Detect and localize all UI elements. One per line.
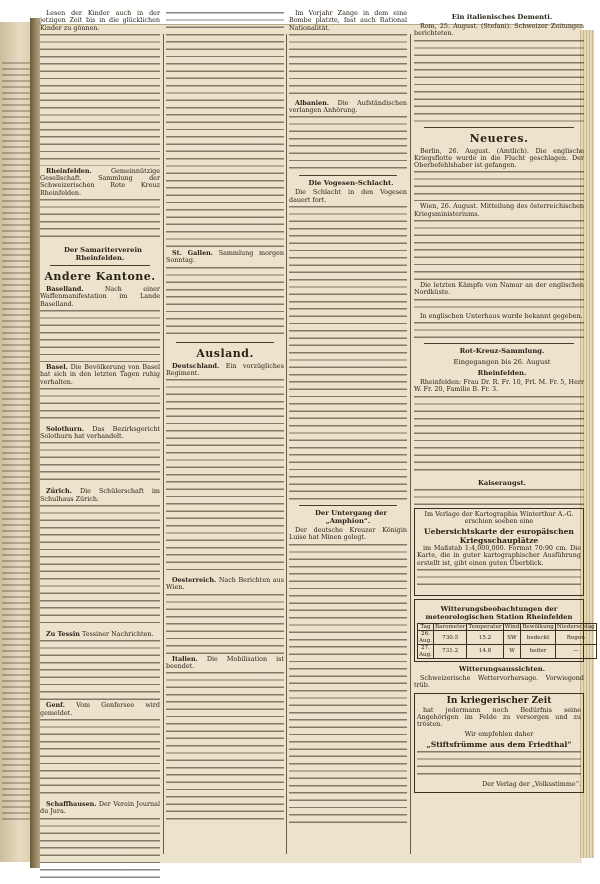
ad2-sub: Wir empfehlen daher: [464, 729, 534, 738]
weather-col: Wind: [504, 624, 520, 631]
col4-news: Wien, 26. August. Mitteilung des österreichischen Kriegsministeriums.: [414, 202, 584, 218]
col1-item: Genf. Vom Genfersee wird gemeldet.: [40, 701, 160, 717]
sammlung-place: Rheinfelden.: [477, 368, 527, 377]
ad2-footer: Der Verlag der „Volksstimme“.: [482, 779, 581, 788]
weather-col: Tag: [418, 624, 434, 631]
ad-map: [414, 508, 584, 596]
col2-item: Deutschland. Ein vorzügliches Regiment.: [166, 361, 284, 377]
col1-section: Rheinfelden. Gemeinnützige Gesellschaft. Sammlung der Schweizerischen Rote Kreuz Rheinfelden.: [40, 166, 160, 197]
col1-top-text: Lesen der Kinder auch in der jetzigen Zeit bis in die glücklichen Kinder zu gönnen.: [40, 9, 160, 32]
col4-big-heading: Neueres.: [469, 131, 529, 145]
col1-item: Zürich. Die Schülerschaft im Schulhaus Zürich.: [40, 487, 160, 503]
col1-item: Basel. Die Bevölkerung von Basel hat sich in den letzten Tagen ruhig verhalten.: [40, 362, 160, 386]
col2-item: St. Gallen. Sammlung morgen Sonntag.: [166, 249, 284, 265]
weather-forecast-text: Schweizerische Wettervorhersage. Vorwiegend trüb.: [414, 674, 584, 690]
column-2: [166, 10, 284, 838]
col4-top-text: Rom, 25. August. (Stefani). Schweizer Zeitungen berichteten.: [414, 22, 584, 38]
sammlung-sub: Eingegangen bis 26. August: [453, 357, 551, 366]
col2-big-heading: Ausland.: [196, 346, 254, 360]
col3-section-heading: Der Untergang der „Amphion“.: [315, 509, 387, 526]
book-gutter: [30, 18, 40, 868]
column-1: [40, 10, 160, 838]
ad2-highlight: „Stiftsfrümme aus dem Friedthal“: [426, 739, 572, 749]
weather-col: Bewölkung: [522, 624, 554, 631]
col3-section-text: Die Schlacht in den Vogesen dauert fort.: [289, 188, 407, 204]
sammlung-heading: Rot-Kreuz-Sammlung.: [459, 346, 545, 355]
weather-box: [414, 599, 595, 662]
weather-table: [417, 623, 597, 659]
column-rule: [286, 34, 287, 854]
col3-section: Albanien. Die Aufständischen verlangen Anhörung.: [289, 98, 407, 115]
ad-map-text: im Maßstab 1:4,000,000. Format 70:90 cm. Die Karte, die in guter kartographischer Ausführung erstellt ist, gibt einen guten Überblick.: [417, 544, 581, 567]
column-3: [289, 10, 407, 838]
col1-item: Schaffhausen. Der Verein Journal du Jura.: [40, 799, 160, 816]
ad2-text: hat jedermann noch Bedürfnis seine Angehörigen im Felde zu versorgen und zu trösten.: [417, 705, 581, 729]
col4-top-heading: Ein italienisches Dementi.: [451, 13, 553, 21]
ad2-title: In kriegerischer Zeit: [446, 695, 552, 706]
col4-news: Die letzten Kämpfe von Namur an der englischen Nordküste.: [414, 281, 584, 297]
column-rule: [410, 34, 411, 854]
column-4: [414, 10, 595, 838]
weather-col: Barometer: [435, 624, 466, 631]
weather-forecast-heading: Witterungsaussichten.: [458, 665, 546, 674]
col4-news: In englischen Unterhaus wurde bekannt gegeben.: [420, 311, 583, 320]
col1-item: Baselland. Nach einer Waffenmanifestation im Lande Baselland.: [40, 285, 160, 308]
ad-map-intro: Im Verlage der Kartographia Winterthur A.-G. erschien soeben eine: [424, 509, 574, 525]
col3-section-heading: Die Vogesen-Schlacht.: [308, 179, 394, 188]
weather-col: Temperatur: [468, 624, 502, 631]
weather-heading: Witterungsbeobachtungen der meteorologischen Station Rheinfelden: [425, 605, 573, 622]
ad-stiftsfrumme: [414, 693, 584, 793]
col1-item: Zu Tessin Tessiner Nachrichten.: [46, 630, 154, 639]
table-row: 27. Aug. 731.2 14.8 W heiter —: [418, 645, 597, 659]
col4-news: Berlin, 26. August. (Amtlich). Die englische Kriegsflotte wurde in die Flucht geschlagen. Der Oberbefehlshaber ist gefangen.: [414, 146, 584, 170]
col3-section-text: Der deutsche Kreuzer Königin Luise hat Minen gelegt.: [289, 526, 407, 542]
ad-map-title: Uebersichtskarte der europäischen Kriegsschauplätze: [424, 527, 574, 546]
col2-item: Oesterreich. Nach Berichten aus Wien.: [166, 576, 284, 592]
col2-item: Italien. Die Mobilisation ist beendet.: [166, 654, 284, 671]
col1-big-heading: Andere Kantone.: [44, 270, 156, 284]
weather-col: Niederschlag: [556, 624, 595, 631]
col1-item: Solothurn. Das Bezirksgericht Solothurn hat verhandelt.: [40, 424, 160, 441]
col1-section-heading: Der Samariterverein Rheinfelden.: [64, 246, 142, 263]
kaiseraugst-heading: Kaiseraugst.: [477, 478, 527, 487]
left-page-edge: [0, 22, 34, 862]
col3-top-text: Im Vorjahr Zange in dem eine Bombe platzte, fast auch Rational Nationalität.: [289, 9, 407, 32]
sammlung-text: Rheinfelden: Frau Dr. R. Fr. 10, Frl. M. Fr. 5, Herr W. Fr. 20, Familie B. Fr. 3.: [414, 377, 584, 394]
column-rule: [163, 34, 164, 854]
table-row: 26. Aug. 730.5 15.2 SW bedeckt Regen: [418, 631, 597, 645]
